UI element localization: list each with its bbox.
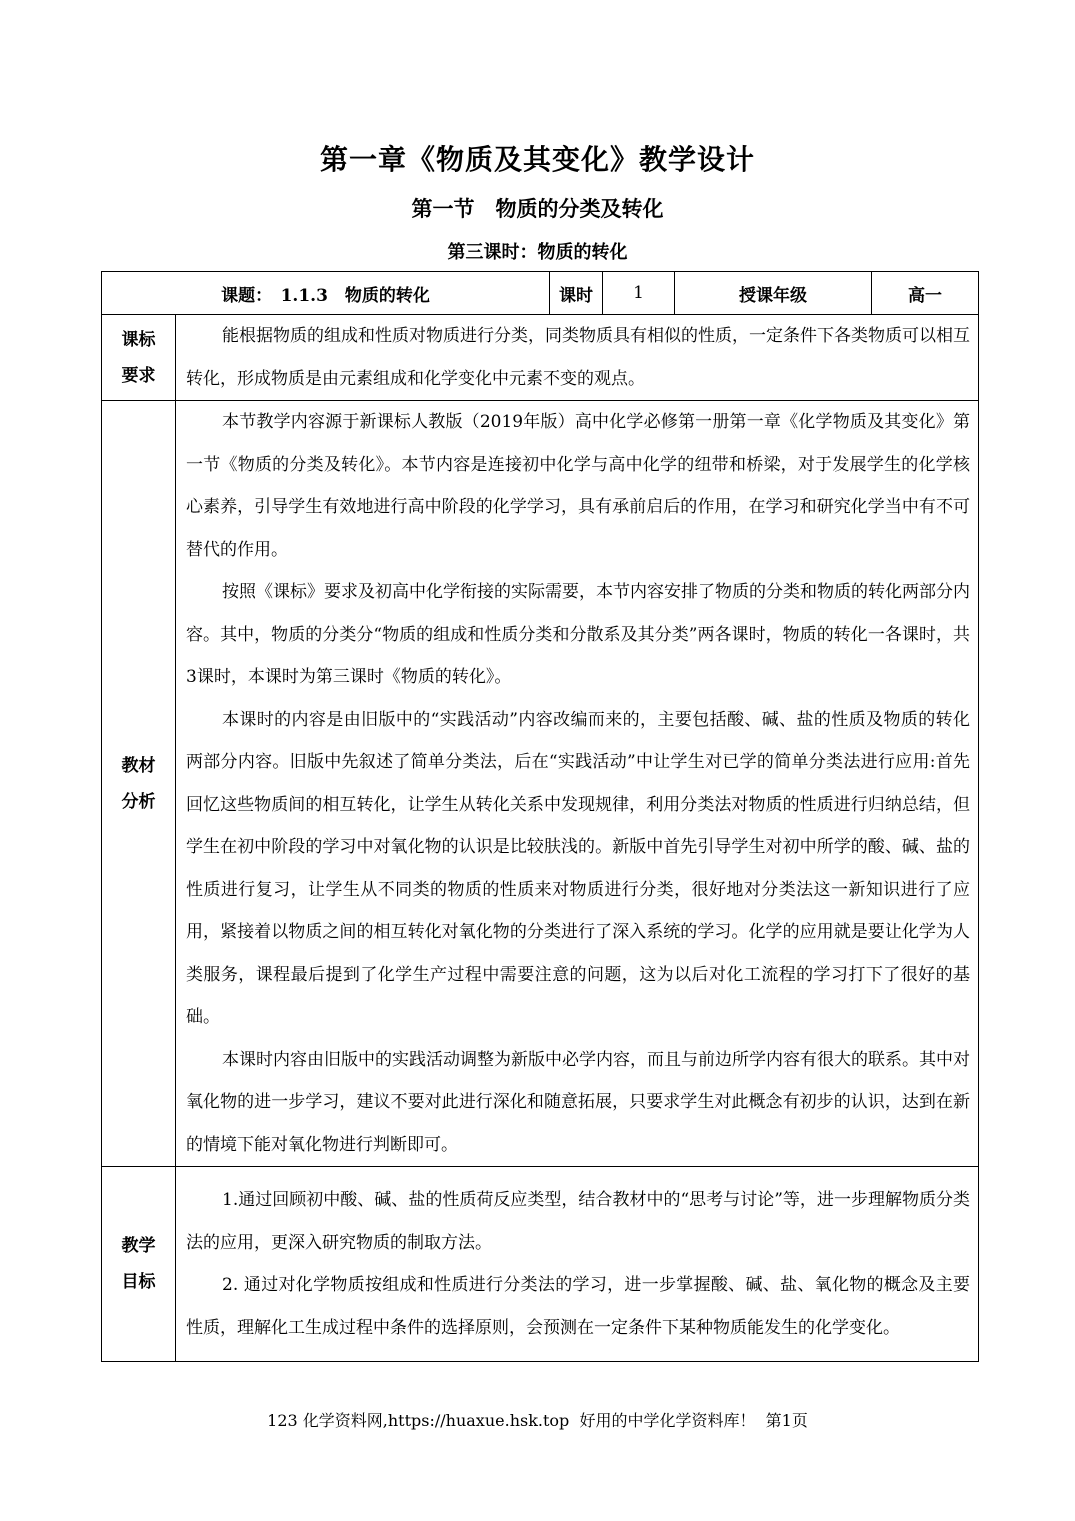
analysis-paragraph-3: 本课时的内容是由旧版中的“实践活动”内容改编而来的，主要包括酸、碱、盐的性质及物质的转化两部分内容。旧版中先叙述了简单分类法，后在“实践活动”中让学生对已学的简单分类法进行应用:首先回忆这些物质间的相互转化，让学生从转化关系中发现规律，利用分类法对物质的性质进行归纳总结，但学生在初中阶段的学习中对氧化物的认识是比较肤浅的。新版中首先引导学生对初中所学的酸、碱、盐的性质进行复习，让学生从不同类的物质的性质来对物质进行分类，很好地对分类法这一新知识进行了应用，紧接着以物质之间的相互转化对氧化物的分类进行了深入系统的学习。化学的应用就是要让化学为人类服务，课程最后提到了化学生产过程中需要注意的问题，这为以后对化工流程的学习打下了很好的基础。 [186,709,971,1027]
section-subtitle: 第一节 物质的分类及转化 [411,196,664,221]
document-title: 第一章《物质及其变化》教学设计 [319,143,755,176]
hours-label: 课时 [550,272,603,315]
curriculum-label-line1: 课标 [121,329,156,350]
analysis-label-line2: 分析 [121,791,156,812]
analysis-content [176,401,979,1167]
analysis-paragraph-2: 按照《课标》要求及初高中化学衔接的实际需要，本节内容安排了物质的分类和物质的转化两部分内容。其中，物质的分类分“物质的组成和性质分类和分散系及其分类”两各课时，物质的转化一各课时，共3课时，本课时为第三课时《物质的转化》。 [186,582,971,687]
header-row [102,272,979,315]
analysis-label [102,401,176,1167]
lesson-design-table [101,271,979,1362]
hours-value: 1 [603,272,675,315]
grade-label: 授课年级 [675,272,872,315]
analysis-row [102,401,979,1167]
goals-label-line2: 目标 [121,1272,156,1292]
grade-value: 高一 [872,272,979,315]
goals-row [102,1167,979,1362]
curriculum-row [102,315,979,401]
analysis-label-line1: 教材 [121,755,156,776]
curriculum-content [176,315,979,401]
curriculum-text: 能根据物质的组成和性质对物质进行分类，同类物质具有相似的性质，一定条件下各类物质可以相互转化，形成物质是由元素组成和化学变化中元素不变的观点。 [186,326,971,389]
goals-label [102,1167,176,1362]
topic-cell: 课题： 1.1.3 物质的转化 [102,272,550,315]
goals-label-line1: 教学 [121,1236,156,1256]
page-footer: 123 化学资料网,https://huaxue.hsk.top 好用的中学化学资料库！ 第1页 [267,1411,808,1430]
analysis-paragraph-1: 本节教学内容源于新课标人教版（2019年版）高中化学必修第一册第一章《化学物质及其变化》第一节《物质的分类及转化》。本节内容是连接初中化学与高中化学的纽带和桥梁，对于发展学生的化学核心素养，引导学生有效地进行高中阶段的化学学习，具有承前启后的作用，在学习和研究化学当中有不可替代的作用。 [186,412,971,560]
goals-content [176,1167,979,1362]
lesson-title: 第三课时：物质的转化 [447,242,628,263]
analysis-paragraph-4: 本课时内容由旧版中的实践活动调整为新版中必学内容，而且与前边所学内容有很大的联系。其中对氧化物的进一步学习，建议不要对此进行深化和随意拓展，只要求学生对此概念有初步的认识，达到在新的情境下能对氧化物进行判断即可。 [186,1049,971,1155]
goals-paragraph-2: 2. 通过对化学物质按组成和性质进行分类法的学习，进一步掌握酸、碱、盐、氧化物的概念及主要性质，理解化工生成过程中条件的选择原则，会预测在一定条件下某种物质能发生的化学变化。 [186,1275,971,1338]
curriculum-label-line2: 要求 [121,365,156,386]
goals-paragraph-1: 1.通过回顾初中酸、碱、盐的性质荷反应类型，结合教材中的“思考与讨论”等，进一步理解物质分类法的应用，更深入研究物质的制取方法。 [186,1190,971,1253]
curriculum-label [102,315,176,401]
